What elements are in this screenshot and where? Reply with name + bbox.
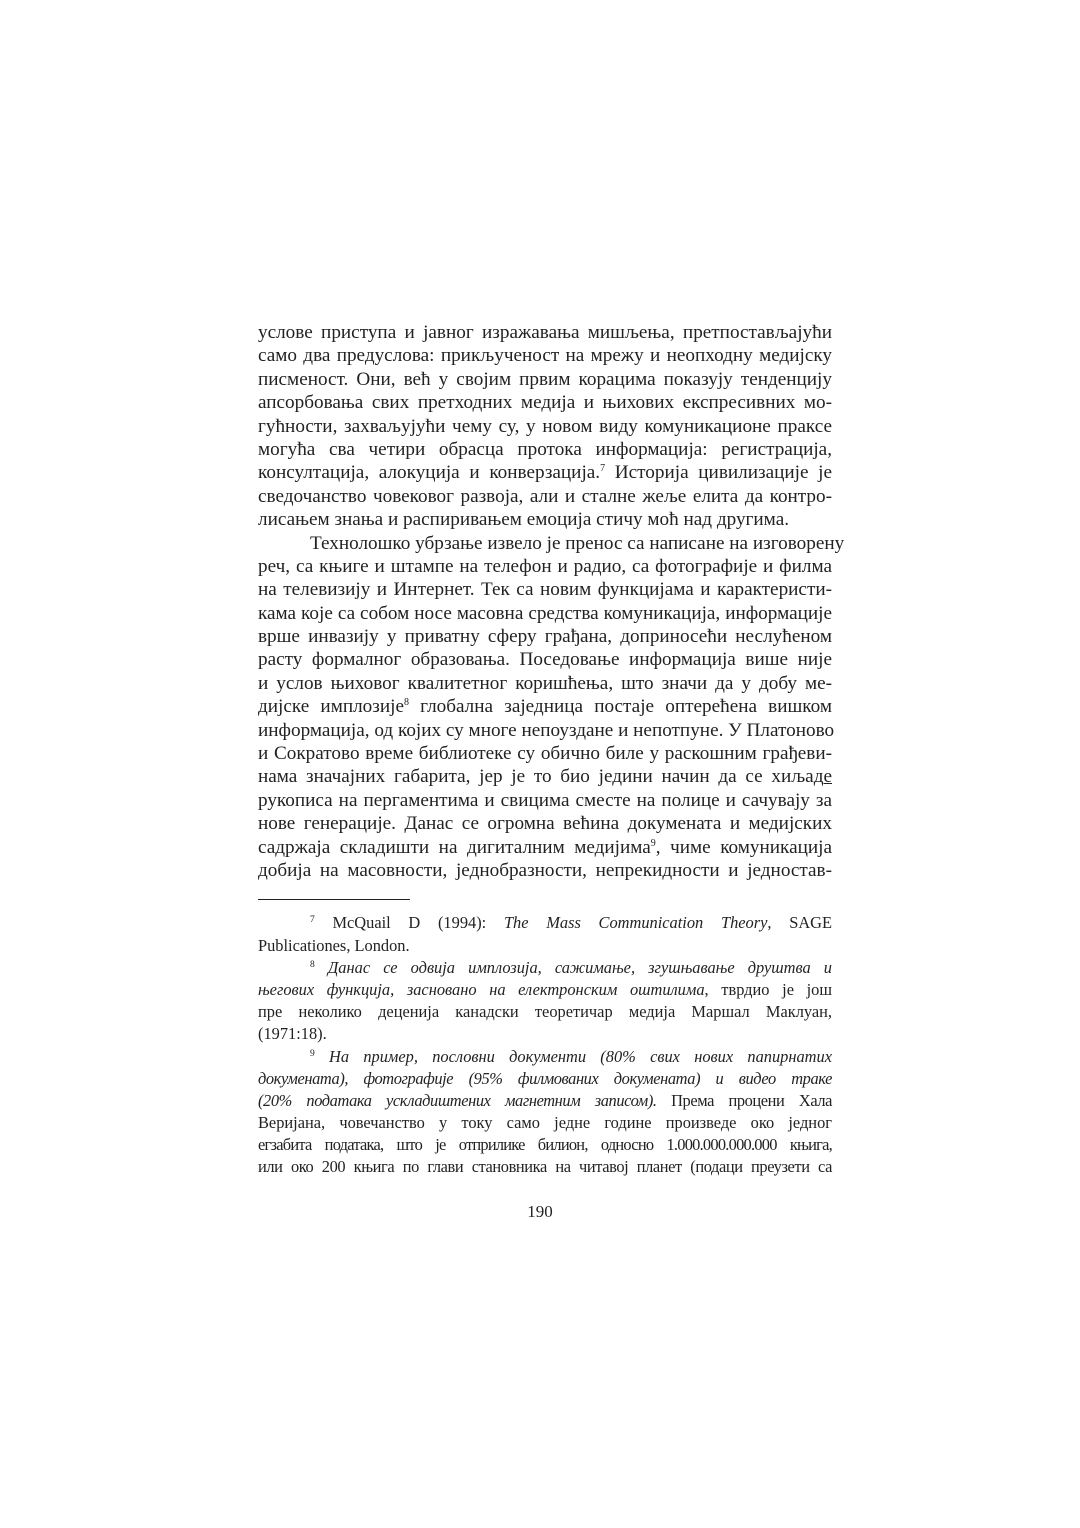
footnote-line: $^7$ McQuail D (1994): The Mass Communication Theory, SAGE bbox=[310, 913, 833, 933]
body-line: писменост. Они, већ у својим првим корацима показују тенденцију bbox=[258, 368, 832, 390]
footnote-line: $^9$ На пример, пословни документи (80% свих нових папирнатих bbox=[310, 1046, 832, 1066]
footnote-separator bbox=[258, 899, 410, 900]
footnote-line: Веријана, човечанство у току само једне године произведе око једног bbox=[258, 1113, 832, 1133]
page-number: 190 bbox=[527, 1202, 553, 1221]
footnote-ref-9: 9 bbox=[650, 837, 656, 849]
footnote-line: његових функција, засновано на електронским оштилима, тврдио је још bbox=[258, 979, 832, 999]
body-line: само два предуслова: прикљученост на мрежу и неопходну медијску bbox=[258, 345, 832, 367]
footnote-line: Publicationes, London. bbox=[258, 935, 410, 955]
body-line: нама значајних габарита, јер је то био једини начин да се хиљаде bbox=[258, 766, 832, 788]
footnote-line: егзабита података, што је отприлике билион, односно 1.000.000.000.000 књига, bbox=[258, 1135, 832, 1155]
body-line: врше инвазију у приватну сферу грађана, доприносећи неслућеном bbox=[258, 626, 832, 648]
body-line: добија на масовности, једнобразности, непрекидности и једностав- bbox=[258, 859, 832, 881]
footnote-line: пре неколико деценија канадски теоретичар медија Маршал Маклуан, bbox=[258, 1002, 832, 1022]
body-line: Технолошко убрзање извело је пренос са написане на изговорену bbox=[310, 532, 845, 554]
body-line: апсорбовања свих претходних медија и њихових експресивних мо- bbox=[258, 392, 832, 414]
body-line: услове приступа и јавног изражавања мишљења, претпостављајући bbox=[258, 322, 832, 343]
body-line: дијске имплозије$^8$ глобална заједница постаје оптерећена вишком bbox=[258, 696, 833, 718]
body-line: и Сократово време библиотеке су обично биле у раскошним грађеви- bbox=[258, 743, 832, 765]
body-line: и услов њиховог квалитетног коришћења, што значи да у добу ме- bbox=[258, 672, 832, 694]
footnote-line: (20% података ускладиштених магнетним записом). Према процени Хала bbox=[258, 1090, 833, 1110]
body-line: гућности, захваљујући чему су, у новом виду комуникационе праксе bbox=[258, 415, 832, 437]
body-line: лисањем знања и распиривањем емоција стичу моћ над другима. bbox=[258, 509, 790, 531]
footnote-line: докумената), фотографије (95% филмованих докумената) и видео траке bbox=[258, 1068, 832, 1088]
footnote-ref-7: 7 bbox=[600, 463, 606, 475]
body-line: расту формалног образовања. Поседовање информација више није bbox=[258, 649, 832, 671]
body-line: сведочанство човековог развоја, али и сталне жеље елита да контро- bbox=[258, 485, 832, 507]
footnote-9 bbox=[258, 1046, 832, 1179]
body-line: рукописа на пергаментима и свицима сместе на полице и сачувају за bbox=[258, 789, 832, 811]
footnote-line: (1971:18). bbox=[258, 1024, 327, 1044]
footnote-8 bbox=[258, 957, 832, 1046]
footnote-line: $^8$ Данас се одвија имплозија, сажимање, згушњавање друштва и bbox=[310, 957, 832, 977]
body-line: консултација, алокуција и конверзација.$^7$ Историја цивилизације је bbox=[258, 462, 833, 484]
footnote-line: или око 200 књига по глави становника на читавој планет (подаци преузети са bbox=[258, 1157, 832, 1177]
body-line: садржаја складишти на дигиталним медијима$^9$, чиме комуникација bbox=[258, 836, 832, 858]
body-line: реч, са књиге и штампе на телефон и радио, са фотографије и филма bbox=[258, 555, 832, 577]
body-line: нове генерације. Данас се огромна већина докумената и медијских bbox=[258, 813, 832, 835]
body-line: на телевизију и Интернет. Тек са новим функцијама и карактеристи- bbox=[258, 579, 832, 601]
body-line: могућа сва четири обрасца протока информација: регистрација, bbox=[258, 438, 832, 460]
text-block bbox=[258, 321, 845, 1179]
body-line: информација, од којих су многе непоуздане и непотпуне. У Платоново bbox=[258, 719, 835, 741]
body-line: кама које са собом носе масовна средства комуникација, информације bbox=[258, 602, 832, 624]
footnote-7 bbox=[258, 912, 832, 956]
footnote-ref-8: 8 bbox=[403, 697, 409, 709]
